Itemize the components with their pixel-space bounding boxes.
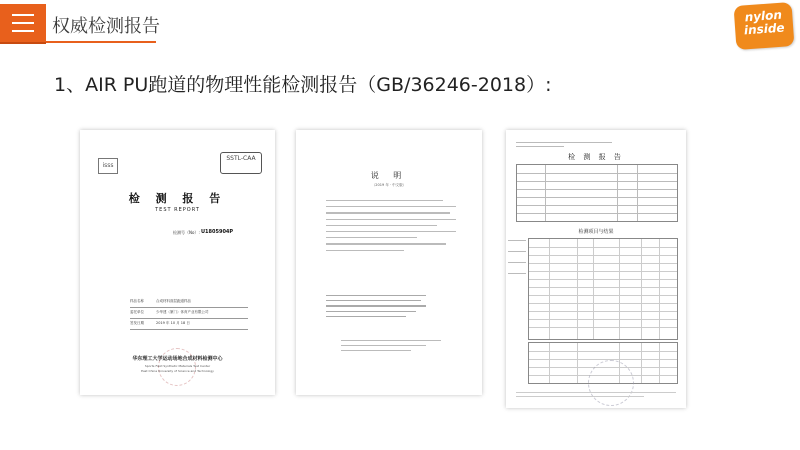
- page-title: 权威检测报告: [52, 16, 160, 37]
- header-bar: [0, 0, 800, 48]
- report-cover-image[interactable]: [80, 130, 275, 395]
- report-statement-image[interactable]: [296, 130, 482, 395]
- section-subtitle: 1、AIR PU跑道的物理性能检测报告（GB/36246-2018）:: [54, 74, 552, 96]
- sstl-badge: SSTL-CAA: [220, 152, 262, 174]
- menu-button[interactable]: [0, 4, 46, 44]
- hamburger-icon: [12, 14, 34, 32]
- statement-footer: [341, 340, 441, 355]
- report-no-label: 检测号（No）:: [173, 230, 200, 235]
- cover-info-table: [130, 297, 248, 330]
- statement-text-block: [326, 200, 456, 256]
- table-row: [130, 308, 248, 319]
- results-section-title: 检测项目与结果: [578, 229, 614, 235]
- row-label: 签发日期: [130, 321, 144, 325]
- institution-name-en-line1: Sports Field Synthetic Materials Test Center: [144, 364, 211, 368]
- data-page-header: [516, 142, 676, 150]
- left-margin-notes: [508, 240, 526, 360]
- sample-info-grid: [516, 164, 678, 222]
- report-no: U1805904P: [201, 229, 234, 235]
- institution-name-en-line2: East China University of Science and Technology: [141, 369, 214, 373]
- results-table: [528, 238, 678, 340]
- table-row: [130, 297, 248, 308]
- logo-text-line1: nylon: [744, 7, 783, 25]
- row-value: 少华建（厦门）体育产业有限公司: [156, 310, 209, 314]
- statement-contact-block: [326, 295, 426, 321]
- table-row: [130, 319, 248, 330]
- cover-title-en: TEST REPORT: [155, 207, 200, 213]
- report-data-image[interactable]: [506, 130, 686, 408]
- nylon-inside-logo: [734, 2, 795, 50]
- title-underline: [46, 41, 156, 43]
- statement-title: 说 明: [370, 171, 408, 180]
- row-value: 2019 年 10 月 18 日: [156, 321, 190, 325]
- statement-subtitle: （2019 年 · 中文版）: [371, 183, 407, 187]
- data-page-title: 检 测 报 告: [568, 153, 624, 161]
- isss-badge: isss: [98, 158, 118, 174]
- row-label: 样品名称: [130, 299, 144, 303]
- row-label: 委托单位: [130, 310, 144, 314]
- cover-title: 检 测 报 告: [128, 192, 227, 205]
- data-page-footer: [516, 392, 676, 400]
- logo-text-line2: inside: [743, 20, 785, 38]
- row-value: 合成材料面层跑道样品: [156, 299, 191, 303]
- institution-name: 华东理工大学运动场地合成材料检测中心: [132, 356, 223, 362]
